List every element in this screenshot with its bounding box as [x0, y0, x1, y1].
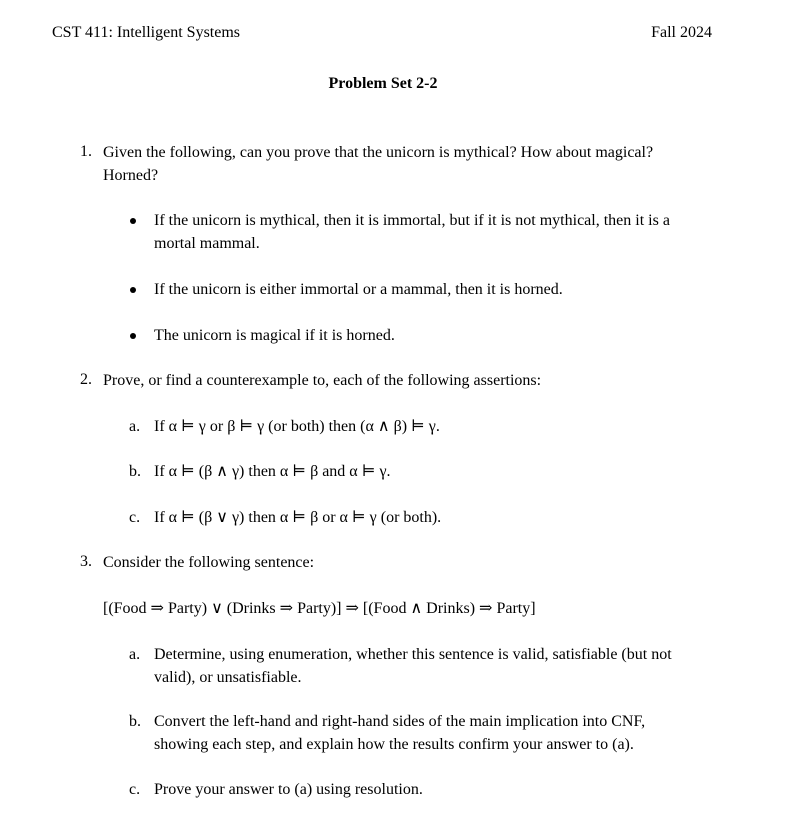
sub-part-text: If α ⊨ (β ∨ γ) then α ⊨ β or α ⊨ γ (or both).: [154, 509, 442, 526]
problem-number: 2.: [80, 371, 92, 388]
problem-text-line: Prove, or find a counterexample to, each of the following assertions:: [103, 372, 542, 389]
sub-part-text-line: Determine, using enumeration, whether this sentence is valid, satisfiable (but not: [154, 646, 672, 663]
sub-part-label: a.: [129, 418, 141, 435]
page-title: Problem Set 2-2: [328, 75, 438, 92]
sub-part-text: If α ⊨ γ or β ⊨ γ (or both) then (α ∧ β) ⊨ γ.: [154, 418, 440, 435]
bullet-text-line: The unicorn is magical if it is horned.: [154, 327, 395, 344]
problem-text-line: Horned?: [103, 167, 159, 184]
bullet-text-line: If the unicorn is mythical, then it is immortal, but if it is not mythical, then it is a: [154, 212, 670, 229]
bullet-marker: [130, 333, 136, 339]
sub-part-text-line: valid), or unsatisfiable.: [154, 669, 302, 686]
problem-text-line: Consider the following sentence:: [103, 554, 315, 571]
sub-part-text-line: Prove your answer to (a) using resolution.: [154, 781, 423, 798]
sub-part-label: b.: [129, 463, 141, 480]
sub-part-label: a.: [129, 646, 141, 663]
logic-sentence: [(Food ⇒ Party) ∨ (Drinks ⇒ Party)] ⇒ [(Food ∧ Drinks) ⇒ Party]: [103, 600, 536, 617]
sub-part-label: c.: [129, 781, 141, 798]
sub-part-text-line: showing each step, and explain how the results confirm your answer to (a).: [154, 736, 634, 753]
bullet-marker: [130, 218, 136, 224]
bullet-marker: [130, 287, 136, 293]
problem-number: 3.: [80, 553, 92, 570]
problem-text-line: Given the following, can you prove that the unicorn is mythical? How about magical?: [103, 144, 654, 161]
bullet-text-line: If the unicorn is either immortal or a mammal, then it is horned.: [154, 281, 563, 298]
term-label: Fall 2024: [651, 24, 712, 41]
problem-number: 1.: [80, 143, 92, 160]
sub-part-label: b.: [129, 713, 141, 730]
sub-part-text: If α ⊨ (β ∧ γ) then α ⊨ β and α ⊨ γ.: [154, 463, 391, 480]
bullet-text-line: mortal mammal.: [154, 235, 260, 252]
sub-part-text-line: Convert the left-hand and right-hand sides of the main implication into CNF,: [154, 713, 646, 730]
course-title: CST 411: Intelligent Systems: [52, 24, 241, 41]
sub-part-label: c.: [129, 509, 141, 526]
